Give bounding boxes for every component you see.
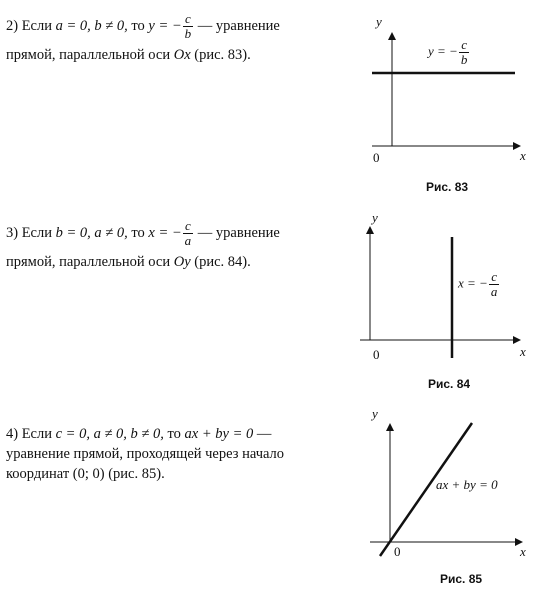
fig85-equation: ax + by = 0 [436, 477, 498, 492]
paragraph-4-line-2: уравнение прямой, проходящей через начало [6, 446, 285, 462]
fig85-caption: Рис. 85 [440, 572, 483, 586]
paragraph-3-line-1: 3) Если b = 0, a ≠ 0, то x = − $\frac{c}{a}$ — уравнение [6, 218, 280, 249]
fig83-origin: 0 [373, 150, 380, 165]
paragraph-2-line-1: 2) Если a = 0, b ≠ 0, то y = − $\frac{c}{b}$ — уравнение [6, 11, 280, 42]
fig84-y-label: y [372, 210, 378, 225]
fig83-y-label: y [376, 14, 382, 29]
fig83-caption: Рис. 83 [426, 180, 469, 194]
fig83-x-label: x [520, 148, 526, 163]
fig84-origin: 0 [373, 347, 380, 362]
paragraph-4-line-3: координат (0; 0) (рис. 85). [6, 466, 165, 482]
fraction-c-over-a: $\frac{c}{a}$ [184, 218, 192, 249]
fig84-equation: x = − $\frac{c}{a}$ [458, 269, 498, 299]
fig85-x-label: x [520, 544, 526, 559]
paragraph-4-line-1: 4) Если c = 0, a ≠ 0, b ≠ 0, то ax + by = 0 — [6, 426, 272, 442]
paragraph-3-line-2: прямой, параллельной оси Oy (рис. 84). [6, 254, 251, 271]
fig83-equation: y = − $\frac{c}{b}$ [428, 37, 468, 67]
paragraph-2-line-2: прямой, параллельной оси Ox (рис. 83). [6, 47, 251, 64]
fig83-fraction: $\frac{c}{b}$ [460, 37, 468, 67]
fig84-x-label: x [520, 344, 526, 359]
fraction-c-over-b: $\frac{c}{b}$ [184, 11, 192, 42]
fig84-caption: Рис. 84 [428, 377, 471, 391]
fig84-fraction: $\frac{c}{a}$ [490, 269, 498, 299]
fig85-origin: 0 [394, 544, 401, 559]
fig85-y-label: y [372, 406, 378, 421]
